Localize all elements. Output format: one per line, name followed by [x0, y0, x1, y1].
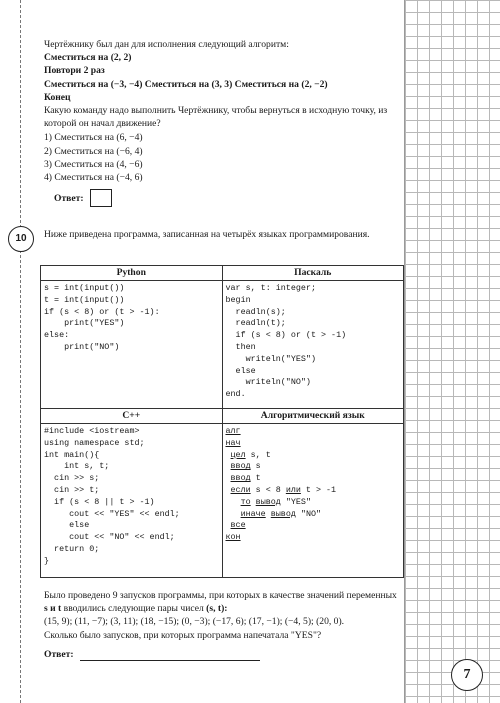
task9-answer-label: Ответ:: [54, 192, 84, 204]
answer-options: [44, 131, 399, 184]
algo-kw-kon: кон: [225, 532, 241, 543]
pascal-line-8: else: [225, 365, 256, 376]
header-python: Python: [41, 266, 223, 281]
algo-kw-vvod-2: ввод: [230, 473, 251, 484]
runs-text-1: Было проведено 9 запусков программы, при которых в качестве значений переменных: [44, 590, 397, 601]
algo-vvod1-rest: s: [250, 461, 261, 472]
cpp-cell: [41, 424, 223, 578]
algorithm-line-3: Сместиться на (−3, −4) Сместиться на (3, 3) Сместиться на (2, −2): [44, 78, 328, 90]
algo-kw-vvod-1: ввод: [230, 461, 251, 472]
algo-kw-esli: если: [230, 484, 251, 495]
task10-runs-block: [44, 589, 399, 661]
algorithm-line-1: Сместиться на (2, 2): [44, 52, 132, 64]
task9-answer-box[interactable]: [90, 189, 112, 207]
algo-kw-vyvod-1: вывод: [255, 496, 281, 507]
task-number-10: 10: [8, 226, 34, 252]
runs-pair: (s, t):: [206, 603, 228, 615]
python-cell: [41, 281, 223, 409]
algo-esli-rest: t > -1: [300, 484, 337, 495]
algo-vyvod2-rest: "NO": [295, 508, 322, 519]
pascal-line-10: end.: [225, 389, 246, 400]
pascal-line-1: var s, t: integer;: [225, 283, 316, 293]
task10-question: Сколько было запусков, при которых программа напечатала "YES"?: [44, 629, 322, 641]
header-algo: Алгоритмический язык: [222, 409, 404, 424]
task9-intro: Чертёжнику был дан для исполнения следующий алгоритм:: [44, 39, 289, 50]
pascal-cell: [222, 281, 404, 409]
task-9: [44, 38, 399, 207]
runs-text-2: вводились следующие пары чисел: [61, 603, 207, 615]
algo-tsel-rest: s, t: [245, 449, 271, 460]
runs-pairs: (15, 9); (11, −7); (3, 11); (18, −15); (0, −3); (−17, 6); (17, −1); (−4, 5); (20, 0).: [44, 616, 345, 628]
algo-vyvod1-rest: "YES": [280, 496, 311, 507]
task10-answer-line[interactable]: [80, 650, 260, 661]
algo-kw-vyvod-2: вывод: [270, 508, 296, 519]
algo-kw-to: то: [240, 496, 251, 507]
pascal-line-9: writeln("NO"): [225, 377, 311, 388]
python-code: s = int(input()) t = int(input()) if (s < 8) or (t > -1): print("YES") else: print("NO"): [44, 283, 160, 352]
algorithm-line-4: Конец: [44, 91, 71, 103]
pascal-line-6: then: [225, 341, 256, 352]
pascal-line-2: begin: [225, 294, 251, 305]
task9-answer-row: [44, 189, 399, 207]
margin-line: [20, 0, 21, 703]
algo-kw-ili: или: [285, 484, 301, 495]
program-table: [40, 265, 404, 578]
option-4: 4) Сместиться на (−4, 6): [44, 172, 143, 184]
pascal-line-3: readln(s);: [225, 306, 286, 317]
runs-s-and-t: s и t: [44, 603, 62, 615]
pascal-code: [223, 281, 404, 403]
algo-kw-nach: нач: [225, 437, 241, 448]
algorithm-line-2: Повтори 2 раз: [44, 65, 105, 77]
cpp-code: #include <iostream> using namespace std; int main(){ int s, t; cin >> s; cin >> t; if (s < 8 || t > -1) cout << "YES" << endl; else cout << "NO" << endl; return 0; }: [44, 426, 180, 566]
task10-answer-row: [44, 648, 399, 661]
algo-kw-vse: все: [230, 520, 246, 531]
grid-strip: [404, 0, 500, 703]
task10-intro: Ниже приведена программа, записанная на четырёх языках программирования.: [44, 229, 370, 240]
option-3: 3) Сместиться на (4, −6): [44, 158, 143, 170]
algo-kw-tsel: цел: [230, 449, 246, 460]
header-cpp: C++: [41, 409, 223, 424]
algo-kw-inache: иначе: [240, 508, 266, 519]
algo-esli-mid: s < 8: [250, 484, 286, 495]
option-1: 1) Сместиться на (6, −4): [44, 132, 143, 144]
task10-intro-block: [44, 228, 399, 241]
algo-vvod2-rest: t: [250, 473, 261, 484]
pascal-line-5: if (s < 8) or (t > -1): [225, 330, 347, 341]
task9-question: Какую команду надо выполнить Чертёжнику, чтобы вернуться в исходную точку, из которой он начал движение?: [44, 105, 388, 130]
algo-cell: [222, 424, 404, 578]
pascal-line-7: writeln("YES"): [225, 353, 316, 364]
algo-kw-alg: алг: [225, 426, 241, 436]
algo-code: [223, 424, 404, 546]
page-number: 7: [451, 659, 483, 691]
header-pascal: Паскаль: [222, 266, 404, 281]
task10-answer-label: Ответ:: [44, 648, 74, 660]
pascal-line-4: readln(t);: [225, 318, 286, 329]
runs-description: [44, 589, 399, 615]
option-2: 2) Сместиться на (−6, 4): [44, 145, 143, 157]
